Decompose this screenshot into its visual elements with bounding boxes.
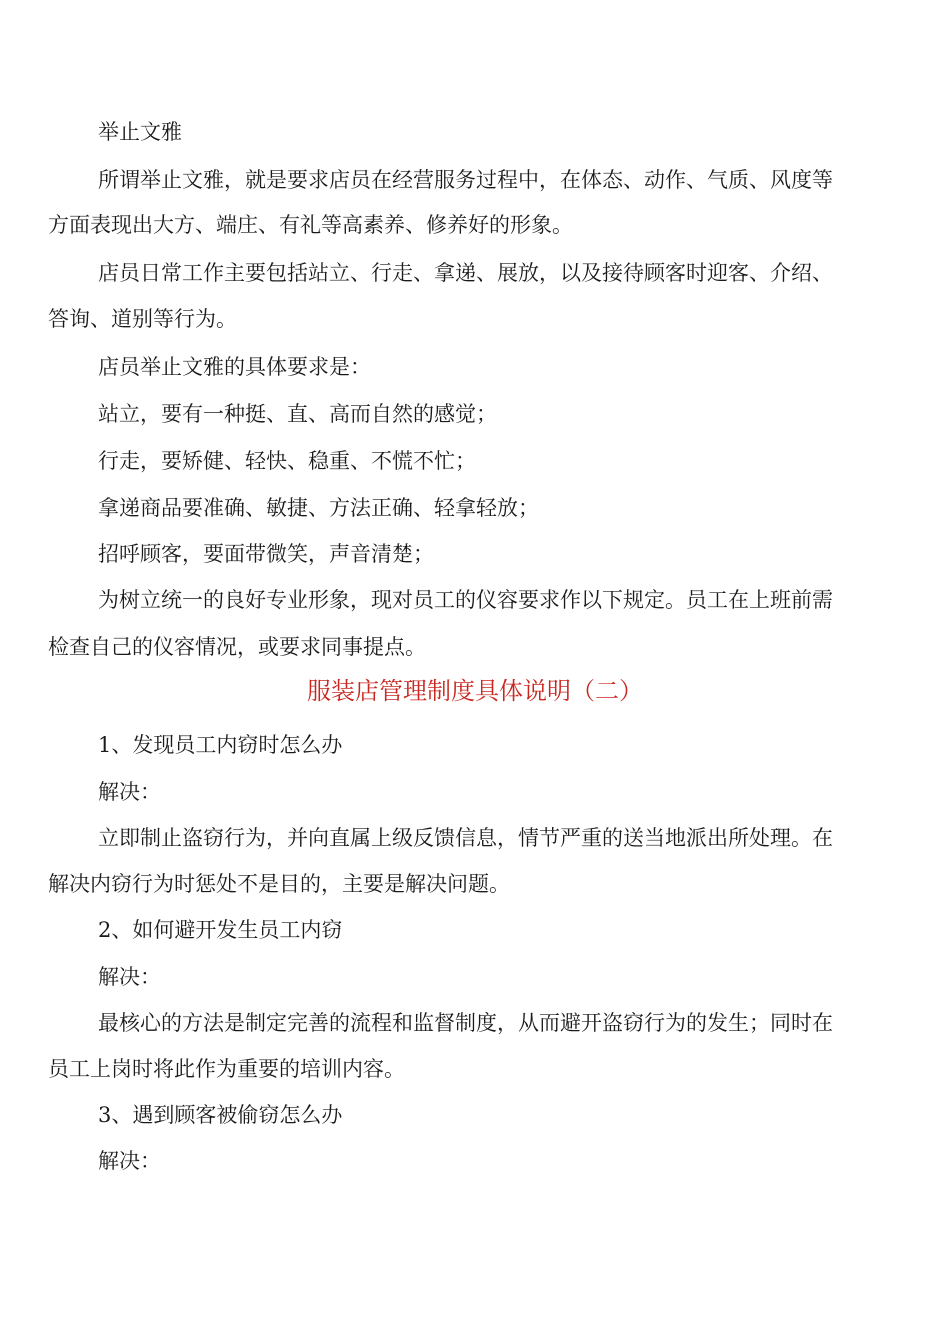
section-title: 服装店管理制度具体说明（二） [307,677,643,705]
answer-label: 解决： [98,1149,161,1173]
question-heading: 3、遇到顾客被偷窃怎么办 [98,1103,343,1127]
paragraph-line: 员工上岗时将此作为重要的培训内容。 [48,1057,405,1081]
requirement-item: 拿递商品要准确、敏捷、方法正确、轻拿轻放； [98,496,539,520]
answer-label: 解决： [98,780,161,804]
requirement-item: 行走，要矫健、轻快、稳重、不慌不忙； [98,449,476,473]
question-heading: 1、发现员工内窃时怎么办 [98,733,343,757]
paragraph-line: 最核心的方法是制定完善的流程和监督制度，从而避开盗窃行为的发生；同时在 [98,1011,833,1035]
paragraph-line: 店员举止文雅的具体要求是： [98,355,371,379]
answer-label: 解决： [98,965,161,989]
paragraph-line: 为树立统一的良好专业形象，现对员工的仪容要求作以下规定。员工在上班前需 [98,588,833,612]
requirement-item: 站立，要有一种挺、直、高而自然的感觉； [98,402,497,426]
paragraph-line: 答询、道别等行为。 [48,307,237,331]
paragraph-line: 检查自己的仪容情况，或要求同事提点。 [48,635,426,659]
paragraph-line: 解决内窃行为时惩处不是目的，主要是解决问题。 [48,872,510,896]
section-heading: 举止文雅 [98,120,182,144]
paragraph-line: 所谓举止文雅，就是要求店员在经营服务过程中，在体态、动作、气质、风度等 [98,168,833,192]
requirement-item: 招呼顾客，要面带微笑，声音清楚； [98,542,434,566]
question-heading: 2、如何避开发生员工内窃 [98,918,343,942]
paragraph-line: 店员日常工作主要包括站立、行走、拿递、展放，以及接待顾客时迎客、介绍、 [98,261,833,285]
paragraph-line: 立即制止盗窃行为，并向直属上级反馈信息，情节严重的送当地派出所处理。在 [98,826,833,850]
paragraph-line: 方面表现出大方、端庄、有礼等高素养、修养好的形象。 [48,213,573,237]
